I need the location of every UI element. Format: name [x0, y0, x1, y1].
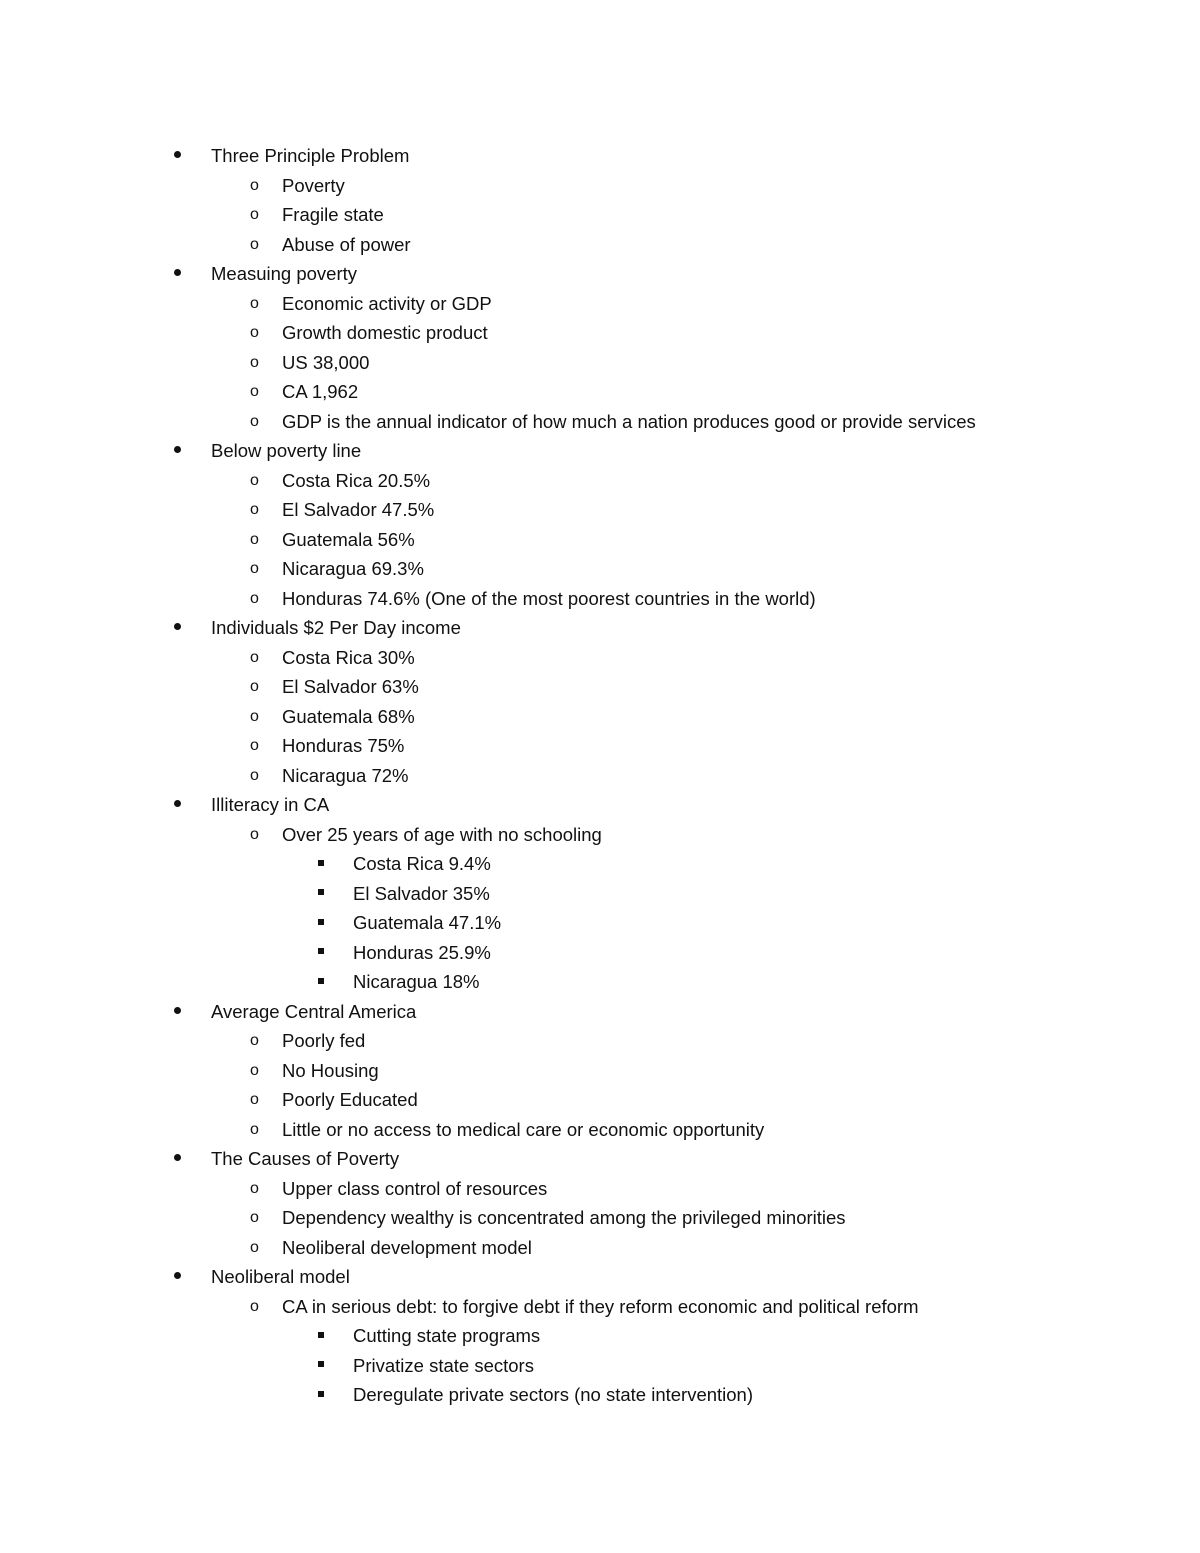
bullet-circle-icon: o	[250, 176, 259, 194]
bullet-square-icon	[318, 908, 324, 937]
bullet-square-icon	[318, 879, 324, 908]
outline-text: Economic activity or GDP	[282, 292, 492, 314]
outline-text: CA in serious debt: to forgive debt if they reform economic and political reform	[282, 1295, 919, 1317]
bullet-square-icon	[318, 1321, 324, 1350]
outline-text: Guatemala 56%	[282, 528, 415, 550]
bullet-dot-icon	[174, 613, 181, 642]
outline-text: Costa Rica 20.5%	[282, 469, 431, 491]
outline-text: Honduras 75%	[282, 735, 405, 756]
outline-text: El Salvador 63%	[282, 676, 419, 697]
bullet-circle-icon: o	[250, 1061, 259, 1079]
outline-text: Costa Rica 9.4%	[353, 853, 491, 874]
bullet-circle-icon: o	[250, 501, 259, 518]
outline-text: Measuing poverty	[211, 263, 358, 284]
bullet-circle-icon: o	[250, 648, 259, 666]
outline-text: Little or no access to medical care or economic opportunity	[282, 1118, 765, 1140]
bullet-dot-icon	[174, 1144, 181, 1173]
bullet-dot-icon	[174, 141, 181, 170]
bullet-square-icon	[318, 1351, 324, 1380]
outline-text: Abuse of power	[282, 233, 411, 255]
outline-text: Guatemala 68%	[282, 705, 415, 727]
bullet-circle-icon: o	[250, 1297, 259, 1315]
outline-text: CA 1,962	[282, 381, 359, 402]
outline-text: Poorly fed	[282, 1030, 366, 1051]
outline-text: Fragile state	[282, 204, 384, 225]
bullet-circle-icon: o	[250, 737, 259, 754]
outline-text: Privatize state sectors	[353, 1354, 534, 1376]
outline-text: The Causes of Poverty	[211, 1148, 400, 1169]
bullet-dot-icon	[174, 259, 181, 288]
outline-text: No Housing	[282, 1059, 379, 1081]
outline-text: Dependency wealthy is concentrated among the privileged minorities	[282, 1207, 846, 1228]
bullet-circle-icon: o	[250, 206, 259, 223]
bullet-circle-icon: o	[250, 412, 259, 430]
bullet-circle-icon: o	[250, 1209, 259, 1226]
bullet-circle-icon: o	[250, 1238, 259, 1256]
outline-text: Cutting state programs	[353, 1325, 541, 1346]
bullet-circle-icon: o	[250, 1179, 259, 1197]
outline-text: Guatemala 47.1%	[353, 912, 502, 933]
outline-text: Neoliberal development model	[282, 1236, 532, 1258]
bullet-circle-icon: o	[250, 766, 259, 784]
bullet-circle-icon: o	[250, 1120, 259, 1138]
outline-text: Below poverty line	[211, 440, 362, 461]
outline-text: Nicaragua 18%	[353, 971, 480, 992]
outline-text: Average Central America	[211, 1000, 417, 1022]
outline-text: US 38,000	[282, 351, 370, 373]
outline-text: Individuals $2 Per Day income	[211, 617, 461, 638]
bullet-circle-icon: o	[250, 530, 259, 548]
outline-text: Growth domestic product	[282, 322, 488, 343]
bullet-square-icon	[318, 1380, 324, 1409]
bullet-circle-icon: o	[250, 560, 259, 577]
bullet-circle-icon: o	[250, 471, 259, 489]
outline-text: Deregulate private sectors (no state intervention)	[353, 1384, 754, 1405]
outline-text: Three Principle Problem	[211, 145, 410, 166]
outline-text: GDP is the annual indicator of how much a nation produces good or provide services	[282, 410, 976, 432]
bullet-circle-icon: o	[250, 294, 259, 312]
bullet-circle-icon: o	[250, 825, 259, 843]
bullet-square-icon	[318, 938, 324, 967]
outline-text: El Salvador 35%	[353, 882, 490, 904]
bullet-circle-icon: o	[250, 589, 259, 607]
outline-text: Poverty	[282, 174, 345, 196]
bullet-circle-icon: o	[250, 353, 259, 371]
bullet-circle-icon: o	[250, 383, 259, 400]
bullet-dot-icon	[174, 997, 181, 1026]
bullet-square-icon	[318, 967, 324, 996]
outline-text: Upper class control of resources	[282, 1177, 548, 1199]
outline-text: Nicaragua 72%	[282, 764, 409, 786]
bullet-square-icon	[318, 849, 324, 878]
bullet-circle-icon: o	[250, 1032, 259, 1049]
bullet-circle-icon: o	[250, 235, 259, 253]
outline-text: Illiteracy in CA	[211, 794, 330, 815]
outline-text: Neoliberal model	[211, 1266, 350, 1287]
bullet-circle-icon: o	[250, 707, 259, 725]
outline-text: Poorly Educated	[282, 1089, 418, 1110]
outline-text: El Salvador 47.5%	[282, 499, 435, 520]
bullet-circle-icon: o	[250, 1091, 259, 1108]
bullet-dot-icon	[174, 436, 181, 465]
bullet-dot-icon	[174, 790, 181, 819]
bullet-circle-icon: o	[250, 678, 259, 695]
outline-text: Honduras 74.6% (One of the most poorest countries in the world)	[282, 587, 816, 609]
outline-text: Costa Rica 30%	[282, 646, 415, 668]
outline-text: Over 25 years of age with no schooling	[282, 823, 602, 845]
bullet-circle-icon: o	[250, 324, 259, 341]
bullet-dot-icon	[174, 1262, 181, 1291]
outline-text: Honduras 25.9%	[353, 941, 491, 963]
outline-text: Nicaragua 69.3%	[282, 558, 424, 579]
